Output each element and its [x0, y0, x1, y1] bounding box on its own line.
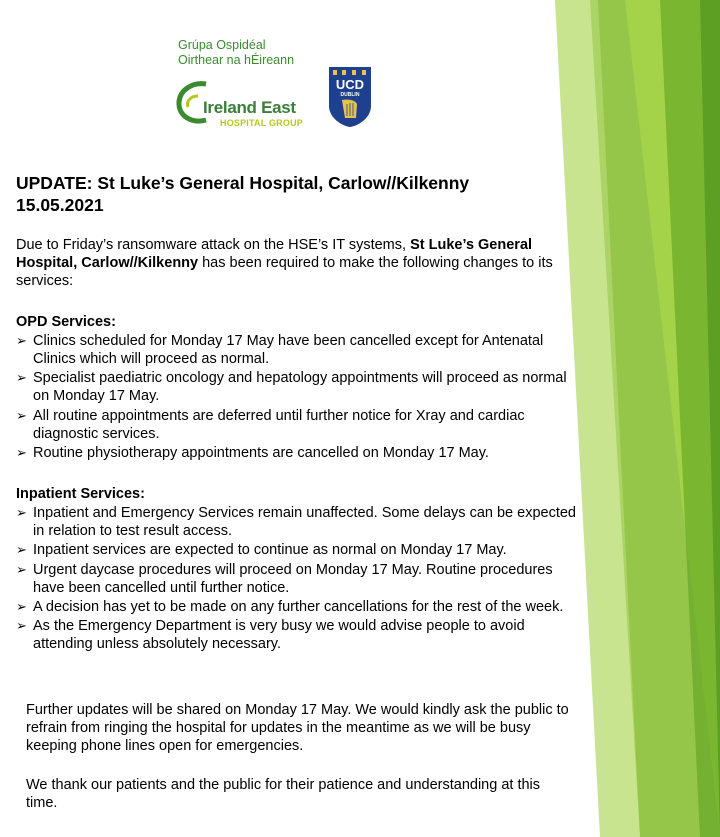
list-item-text: Urgent daycase procedures will proceed on Monday 17 May. Routine procedures have been cancelled until further notice.	[33, 561, 553, 596]
opd-heading: OPD Services:	[16, 314, 116, 330]
list-item-text: Routine physiotherapy appointments are cancelled on Monday 17 May.	[33, 444, 489, 461]
arrowhead-bullet-icon: ➢	[16, 444, 27, 460]
ucd-crest-icon	[328, 66, 372, 128]
arrowhead-bullet-icon: ➢	[16, 561, 27, 577]
arrowhead-bullet-icon: ➢	[16, 598, 27, 614]
thanks-paragraph: We thank our patients and the public for their patience and understanding at this time.	[26, 777, 541, 811]
irish-line-1: Grúpa Ospidéal	[178, 38, 266, 52]
intro-text-start: Due to Friday’s ransomware attack on the HSE’s IT systems,	[16, 237, 411, 253]
list-item	[16, 369, 576, 405]
title-date: 15.05.2021	[16, 195, 104, 215]
further-updates-paragraph: Further updates will be shared on Monday 17 May. We would kindly ask the public to refrain from ringing the hospital for updates in the meantime as we will be busy keeping phone lines open for emergencies.	[26, 702, 569, 754]
arrowhead-bullet-icon: ➢	[16, 542, 27, 558]
intro-paragraph	[16, 236, 576, 290]
opd-list	[16, 332, 576, 463]
list-item	[16, 598, 576, 616]
hospital-group-label: HOSPITAL GROUP	[220, 118, 303, 128]
list-item	[16, 541, 576, 559]
intro-text-end: has been required to make the following changes to its services:	[16, 255, 553, 289]
intro-hospital-name: St Luke’s General Hospital, Carlow//Kilkenny	[16, 237, 533, 271]
page-title	[16, 172, 556, 216]
svg-text:DUBLIN: DUBLIN	[340, 92, 360, 98]
svg-text:UCD: UCD	[335, 77, 365, 92]
list-item	[16, 332, 576, 368]
list-item-text: Inpatient services are expected to continue as normal on Monday 17 May.	[33, 542, 507, 559]
arrowhead-bullet-icon: ➢	[16, 505, 27, 520]
irish-line-2: Oirthear na hÉireann	[178, 53, 295, 67]
list-item-text: Inpatient and Emergency Services remain unaffected. Some delays can be expected in relation to test result access.	[33, 505, 576, 539]
list-item	[16, 407, 576, 443]
title-line-1: UPDATE: St Luke’s General Hospital, Carlow//Kilkenny	[16, 173, 470, 193]
inpatient-heading: Inpatient Services:	[16, 486, 145, 502]
list-item-text: Specialist paediatric oncology and hepatology appointments will proceed as normal on Monday 17 May.	[33, 370, 567, 405]
arrowhead-bullet-icon: ➢	[16, 618, 27, 634]
group-irish-name	[178, 38, 294, 68]
list-item-text: As the Emergency Department is very busy we would advise people to avoid attending unless absolutely necessary.	[33, 618, 525, 653]
arrowhead-bullet-icon: ➢	[16, 370, 27, 386]
ireland-east-name: Ireland East	[203, 98, 296, 117]
arrowhead-bullet-icon: ➢	[16, 333, 27, 348]
list-item-text: All routine appointments are deferred until further notice for Xray and cardiac diagnostic services.	[33, 407, 525, 442]
list-item	[16, 444, 576, 462]
arrowhead-bullet-icon: ➢	[16, 407, 27, 423]
list-item	[16, 504, 576, 540]
list-item	[16, 617, 576, 653]
list-item	[16, 561, 576, 597]
list-item-text: Clinics scheduled for Monday 17 May have been cancelled except for Antenatal Clinics which will proceed as normal.	[33, 333, 544, 367]
inpatient-list	[16, 504, 576, 654]
list-item-text: A decision has yet to be made on any further cancellations for the rest of the week.	[33, 598, 564, 615]
